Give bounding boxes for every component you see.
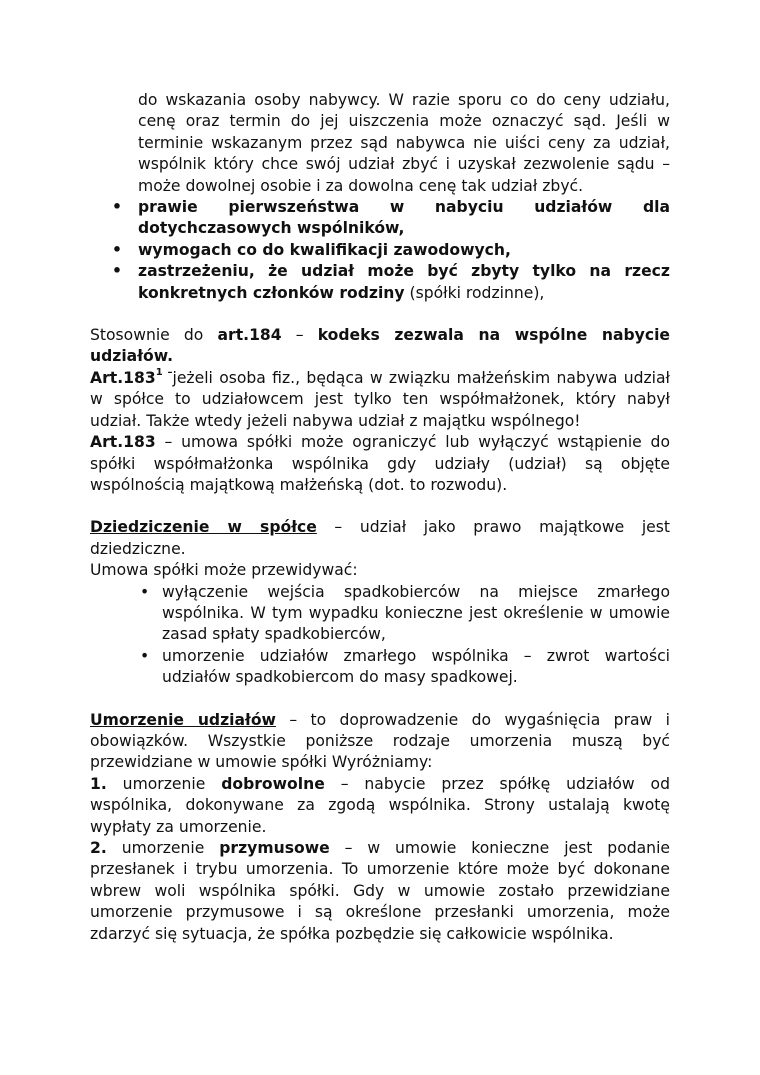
text: Stosownie do: [90, 326, 218, 345]
paragraph-art1831: [90, 368, 670, 432]
text-line: cenę oraz termin do jej uiszczenia może oznaczyć sąd. Jeśli w: [138, 112, 670, 131]
article-ref: art.184: [217, 326, 282, 345]
text-line: spółki współmałżonka wspólnika gdy udziały (udział) są objęte: [90, 454, 670, 473]
text: – umowa spółki może ograniczyć lub wyłączyć wstąpienie do: [155, 433, 670, 452]
continued-paragraph: [90, 90, 670, 197]
keyword: dobrowolne: [221, 774, 325, 793]
text-line: udział. Także wtedy jeżeli nabywa udział z majątku wspólnego!: [90, 411, 581, 430]
item-number: 2.: [90, 839, 107, 857]
text: – nabycie przez spółkę udziałów od: [324, 774, 670, 793]
bold-text: kodeks zezwala na wspólne nabycie: [317, 326, 671, 345]
text-line: dziedziczne.: [90, 539, 186, 558]
list-item: [90, 197, 670, 240]
text: – w umowie konieczne jest podanie: [329, 839, 670, 857]
bold-text: konkretnych członków rodziny: [138, 283, 405, 302]
section-redemption: [90, 710, 670, 774]
text-line: wspólnością majątkową małżeńską (dot. to rozwodu).: [90, 475, 508, 494]
document-page: [90, 90, 670, 945]
text-line: może dowolnej osobie i za dowolna cenę tak udział zbyć.: [138, 176, 584, 195]
text-line: wspólnika, dokonywane za zgodą wspólnika. Strony ustalają kwotę: [90, 796, 670, 815]
text-line: przewidziane w umowie spółki Wyróżniamy:: [90, 753, 433, 772]
text-line: wbrew woli wspólnika spółki. Gdy w umowie zostało przewidziane: [90, 881, 670, 900]
text-line: obowiązków. Wszystkie poniższe rodzaje umorzenia muszą być: [90, 731, 670, 750]
text-line: zasad spłaty spadkobierców,: [162, 625, 386, 644]
paragraph-art183: [90, 432, 670, 496]
text-line: zdarzyć się sytuacja, że spółka pozbędzie się całkowicie wspólnika.: [90, 924, 614, 943]
text-line: umorzenie udziałów zmarłego wspólnika – zwrot wartości: [162, 646, 670, 665]
text-line: wypłaty za umorzenie.: [90, 817, 267, 836]
text-line: wspólnik który chce swój udział zbyć i uzyskał zezwolenie sądu –: [138, 155, 670, 174]
bullet-icon: •: [112, 240, 122, 259]
bullet-list-restrictions: [90, 197, 670, 304]
redemption-compulsory: [90, 838, 670, 945]
text-line: udziałów spadkobiercom do masy spadkowej.: [162, 668, 518, 687]
text-line: umorzenie przymusowe i są określone przesłanki umorzenia, może: [90, 903, 670, 922]
text: – udział jako prawo majątkowe jest: [316, 518, 670, 537]
list-item: [90, 261, 670, 304]
text-line: w spółce to udziałowcem jest tylko ten współmałżonek, który nabył: [90, 390, 670, 409]
bold-text: zastrzeżeniu, że udział może być zbyty tylko na rzecz: [138, 262, 670, 281]
list-item: [90, 582, 670, 646]
text-line: Umowa spółki może przewidywać:: [90, 561, 358, 580]
paragraph-art184: [90, 325, 670, 368]
bold-text: udziałów.: [90, 347, 174, 366]
article-ref: Art.183: [90, 368, 156, 387]
bullet-icon: •: [140, 582, 150, 601]
section-heading: Umorzenie udziałów: [90, 710, 276, 729]
article-ref: Art.183: [90, 433, 156, 452]
superscript: 1 –: [155, 366, 173, 378]
text-line: terminie wskazanym przez sąd nabywca nie uiści ceny za udział,: [138, 133, 670, 152]
bullet-icon: •: [112, 198, 122, 217]
bullet-icon: •: [112, 262, 122, 281]
text-line: wspólnika. W tym wypadku konieczne jest określenie w umowie: [162, 603, 670, 622]
list-item: [90, 240, 670, 261]
text: (spółki rodzinne),: [404, 283, 545, 302]
item-number: 1.: [90, 774, 107, 793]
section-inheritance: [90, 517, 670, 581]
text-line: wyłączenie wejścia spadkobierców na miejsce zmarłego: [162, 582, 670, 601]
bold-text: dotychczasowych wspólników,: [138, 219, 405, 238]
text: umorzenie: [106, 839, 220, 857]
redemption-voluntary: [90, 774, 670, 838]
bold-text: prawie pierwszeństwa w nabyciu udziałów dla: [138, 198, 670, 217]
bold-text: wymogach co do kwalifikacji zawodowych,: [138, 240, 511, 259]
text: jeżeli osoba fiz., będąca w związku małżeńskim nabywa udział: [172, 368, 670, 387]
list-item: [90, 646, 670, 689]
bullet-list-inheritance: [90, 582, 670, 689]
text-line: do wskazania osoby nabywcy. W razie sporu co do ceny udziału,: [138, 91, 670, 109]
text: –: [281, 326, 318, 345]
text: – to doprowadzenie do wygaśnięcia praw i: [275, 710, 670, 729]
bullet-icon: •: [140, 646, 150, 665]
keyword: przymusowe: [219, 839, 330, 857]
text: umorzenie: [106, 774, 222, 793]
section-heading: Dziedziczenie w spółce: [90, 518, 317, 537]
text-line: przesłanek i trybu umorzenia. To umorzenie które może być dokonane: [90, 860, 670, 879]
